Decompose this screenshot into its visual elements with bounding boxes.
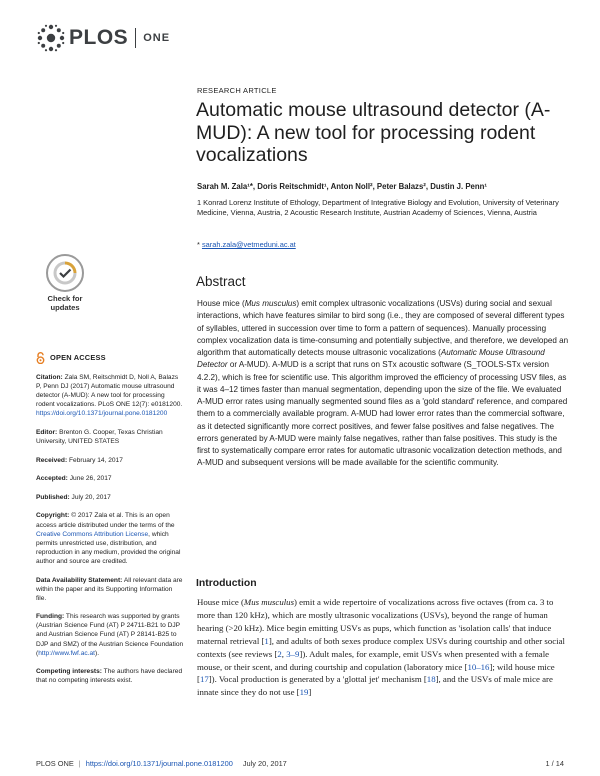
funding-end: ).: [95, 649, 100, 657]
abstract-heading: Abstract: [196, 274, 246, 289]
article-type: RESEARCH ARTICLE: [197, 86, 277, 95]
editor-label: Editor:: [36, 428, 58, 436]
data-availability-text: All relevant data are within the paper and its Supporting Information file.: [36, 576, 183, 602]
article-title: Automatic mouse ultrasound detector (A-MUD): A new tool for processing rodent vocalizations: [196, 99, 551, 166]
intro-part: House mice (: [197, 597, 244, 607]
footer-doi-link[interactable]: https://doi.org/10.1371/journal.pone.0181200: [85, 759, 233, 768]
data-availability-label: Data Availability Statement:: [36, 576, 123, 584]
editor-text: Brenton G. Cooper, Texas Christian University, UNITED STATES: [36, 428, 163, 446]
correspondence: [197, 240, 296, 249]
citation: [36, 373, 184, 418]
published-label: Published:: [36, 493, 70, 501]
citation-link[interactable]: 19: [299, 687, 309, 698]
abstract-tool-name: Automatic Mouse Ultrasound Detector: [197, 348, 545, 370]
citation-text: Zala SM, Reitschmidt D, Noll A, Balazs P, Penn DJ (2017) Automatic mouse ultrasound detector (A-MUD): A new tool for processing rodent vocalizations. PLoS ONE 12(7): e0181200.: [36, 374, 183, 409]
intro-part: ,: [281, 648, 287, 659]
funding-link[interactable]: http://www.fwf.ac.at: [38, 649, 96, 657]
plos-one-logo: [36, 22, 170, 54]
competing-interests-label: Competing interests:: [36, 668, 102, 676]
funding: [36, 612, 184, 657]
citation-label: Citation:: [36, 374, 63, 381]
license-link[interactable]: Creative Commons Attribution License: [36, 530, 149, 538]
intro-part: ) emit a wide repertoire of vocalizations across five octaves (from ca. 3 to more than 120 kHz), which are mostly ultrasonic vocalizations (USVs), beyond the range of human hearing (>20 kHz). Mice begin emitting USVs as pups, which function as 'isolation calls' that induce maternal retrieval [: [197, 597, 554, 646]
copyright-text: © 2017 Zala et al. This is an open access article distributed under the terms of the: [36, 512, 175, 529]
competing-interests-text: The authors have declared that no competing interests exist.: [36, 668, 183, 685]
copyright-text-end: , which permits unrestricted use, distribution, and reproduction in any medium, provided the original author and source are credited.: [36, 530, 181, 565]
intro-part: ]). Vocal production is generated by a 'glottal jet' mechanism [: [208, 674, 427, 685]
copyright: [36, 511, 184, 566]
citation-doi-link[interactable]: https://doi.org/10.1371/journal.pone.0181200: [36, 410, 168, 418]
check-for-updates-badge[interactable]: [36, 254, 94, 314]
author-list: Sarah M. Zala¹*, Doris Reitschmidt¹, Anton Noll², Peter Balazs², Dustin J. Penn¹: [197, 182, 487, 191]
abstract-part: ) emit complex ultrasonic vocalizations (USVs) during social and sexual interactions, which have features similar to bird song (i.e., they are composed of several different types of syllables, uttered in succession over time to form a pattern of sequences). Manually processing complex vocalization data is time-consuming and potentially subjective, and therefore, we developed an algorithm that automatically detects mouse ultrasonic vocalizations (: [197, 299, 569, 357]
introduction-heading: Introduction: [196, 578, 257, 589]
footer-journal: PLOS ONE: [36, 759, 74, 768]
copyright-label: Copyright:: [36, 512, 70, 520]
open-access-label: OPEN ACCESS: [50, 353, 106, 363]
check-updates-icon: [46, 254, 84, 292]
correspondence-email-link[interactable]: sarah.zala@vetmeduni.ac.at: [201, 240, 296, 249]
received-label: Received:: [36, 456, 68, 464]
journal-name: ONE: [143, 32, 171, 44]
intro-part: ]: [308, 687, 312, 698]
received-date: February 14, 2017: [69, 456, 123, 464]
data-availability: [36, 576, 184, 603]
intro-species: Mus musculus: [243, 597, 294, 607]
page-number: 1 / 14: [545, 759, 564, 768]
citation-link[interactable]: 2: [277, 648, 282, 659]
accepted-label: Accepted:: [36, 475, 68, 483]
logo-divider: [135, 28, 136, 48]
abstract-species: Mus musculus: [244, 299, 297, 308]
brand-name: PLOS: [69, 26, 129, 49]
plos-logo-icon: [36, 23, 66, 53]
editor: [36, 428, 184, 446]
citation-link[interactable]: 3–9: [286, 648, 300, 659]
funding-label: Funding:: [36, 613, 65, 621]
open-access-badge: [36, 352, 184, 364]
published: [36, 493, 184, 502]
abstract-text: [197, 298, 569, 470]
citation-link[interactable]: 18: [426, 674, 436, 685]
check-updates-line1: Check for: [47, 294, 83, 303]
citation-link[interactable]: 10–16: [467, 661, 490, 672]
published-date: July 20, 2017: [71, 493, 111, 501]
received: [36, 456, 184, 465]
abstract-part: or A-MUD). A-MUD is a script that runs on STx acoustic software (S_TOOLS-STx version 4.2.2), which is free for scientific use. This algorithm improved the efficiency of processing USV files, as it was 4–12 times faster than manual segmentation, depending upon the size of the file. We evaluated A-MUD error rates using manually segmented sound files as a 'gold standard' reference, and compared them to a commercially available program. A-MUD had lower error rates than the commercial software, as it detected significantly more correct positives, and fewer false positives and false negatives. The errors generated by A-MUD were mainly false negatives, rather than false positives. This study is the first to systematically compare error rates for automatic ultrasonic vocalization detection methods, and A-MUD and subsequent versions will be made available for the scientific community.: [197, 360, 568, 468]
citation-link[interactable]: 17: [199, 674, 209, 685]
open-lock-icon: [36, 352, 45, 364]
affiliations: 1 Konrad Lorenz Institute of Ethology, Department of Integrative Biology and Evolution, University of Veterinary Medicine, Vienna, Austria, 2 Acoustic Research Institute, Austrian Academy of Sciences, Vienna, Austria: [197, 198, 559, 218]
article-info-sidebar: [36, 352, 184, 695]
intro-part: ]; wild house mice [: [197, 661, 555, 685]
footer-date: July 20, 2017: [242, 759, 287, 768]
page-footer: PLOS ONE | https://doi.org/10.1371/journal.pone.0181200 July 20, 2017 1 / 14: [36, 759, 564, 768]
intro-part: ]). Adult males, for example, emit USVs when presented with a female mouse, or their scent, and during courtship and copulation (laboratory mice [: [197, 648, 550, 672]
competing-interests: [36, 667, 184, 685]
funding-text: This research was supported by grants (Austrian Science Fund (AT) P 24711-B21 to DJP and Austrian Science Fund (AT) P 28141-B25 to DJP and SMZ) of the Austrian Science Foundation (: [36, 613, 184, 657]
intro-part: ], and the USVs of male mice are innate since they do not use [: [197, 674, 553, 698]
check-updates-line2: updates: [50, 302, 80, 312]
accepted: [36, 474, 184, 483]
intro-part: ], and adults of both sexes produce complex USVs during courtship and other social contexts (see reviews [: [197, 635, 565, 659]
accepted-date: June 26, 2017: [69, 475, 112, 483]
correspondence-marker: *: [197, 240, 200, 249]
introduction-text: [197, 596, 569, 699]
abstract-part: House mice (: [197, 299, 245, 308]
citation-link[interactable]: 1: [264, 635, 269, 646]
